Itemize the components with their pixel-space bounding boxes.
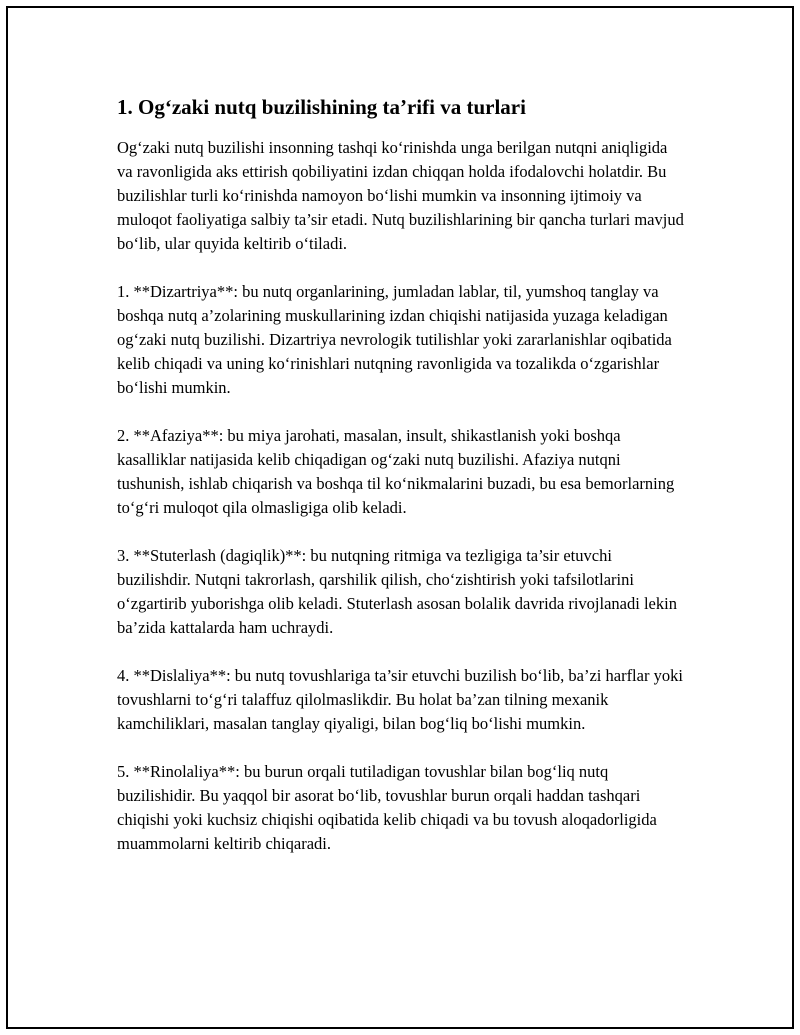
list-item-rinolaliya: 5. **Rinolaliya**: bu burun orqali tutiladigan tovushlar bilan bog‘liq nutq buzilishidir. Bu yaqqol bir asorat bo‘lib, tovushlar burun orqali haddan tashqari chiqishi yoki kuchsiz chiqishi oqibatida kelib chiqadi va bu tovush aloqadorligida muammolarni keltirib chiqaradi. (117, 762, 657, 853)
list-item-dislaliya: 4. **Dislaliya**: bu nutq tovushlariga ta’sir etuvchi buzilish bo‘lib, ba’zi harflar yoki tovushlarni to‘g‘ri talaffuz qilolmaslikdir. Bu holat ba’zan tilning mexanik kamchiliklari, masalan tanglay qiyaligi, bilan bog‘liq bo‘lishi mumkin. (117, 666, 683, 733)
document-title: 1. Og‘zaki nutq buzilishining ta’rifi va turlari (117, 95, 526, 119)
list-item-afaziya: 2. **Afaziya**: bu miya jarohati, masalan, insult, shikastlanish yoki boshqa kasalliklar natijasida kelib chiqadigan og‘zaki nutq buzilishi. Afaziya nutqni tushunish, ishlab chiqarish va boshqa til ko‘nikmalarini buzadi, bu esa bemorlarning to‘g‘ri muloqot qila olmasligiga olib keladi. (117, 426, 675, 517)
list-item-dizartriya: 1. **Dizartriya**: bu nutq organlarining, jumladan lablar, til, yumshoq tanglay va boshqa nutq a’zolarining muskullarining izdan chiqishi natijasida yuzaga keladigan og‘zaki nutq buzilishi. Dizartriya nevrologik tutilishlar yoki zararlanishlar oqibatida kelib chiqadi va uning ko‘rinishlari nutqning ravonligida va tozalikda o‘zgarishlar bo‘lishi mumkin. (117, 282, 672, 397)
list-item-stuterlash: 3. **Stuterlash (dagiqlik)**: bu nutqning ritmiga va tezligiga ta’sir etuvchi buzilishdir. Nutqni takrorlash, qarshilik qilish, cho‘zishtirish yoki tafsilotlarini o‘zgartirib yuborishga olib keladi. Stuterlash asosan bolalik davrida rivojlanadi lekin ba’zida kattalarda ham uchraydi. (117, 546, 677, 637)
intro-paragraph: Og‘zaki nutq buzilishi insonning tashqi ko‘rinishda unga berilgan nutqni aniqligida va ravonligida aks ettirish qobiliyatini izdan chiqqan holda ifodalovchi holatdir. Bu buzilishlar turli ko‘rinishda namoyon bo‘lishi mumkin va insonning ijtimoiy va muloqot faoliyatiga salbiy ta’sir etadi. Nutq buzilishlarining bir qancha turlari mavjud bo‘lib, ular quyida keltirib o‘tiladi. (117, 138, 684, 253)
document-body (117, 92, 687, 880)
